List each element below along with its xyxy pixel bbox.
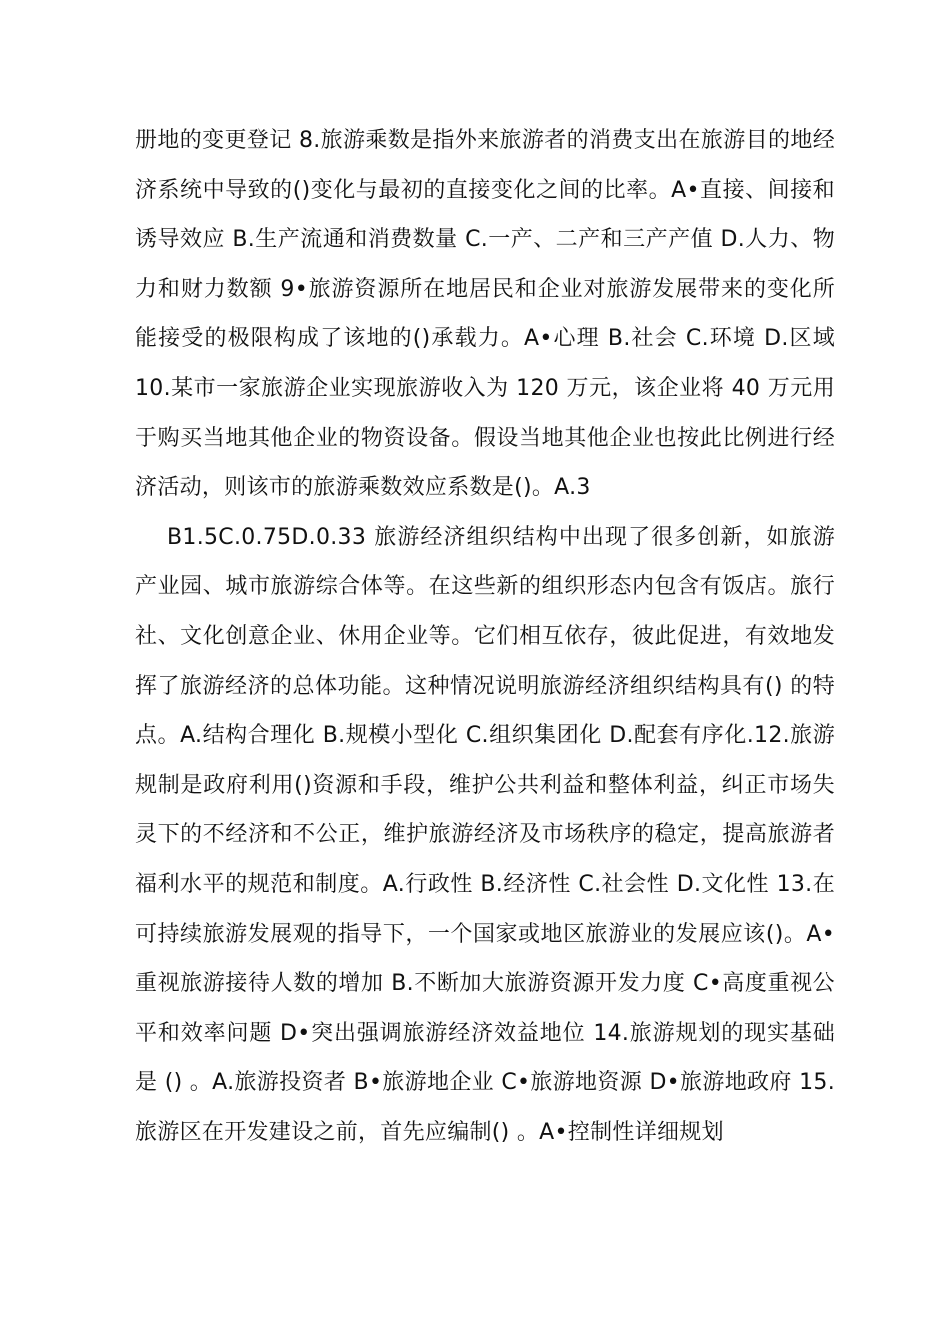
paragraph: B1.5C.0.75D.0.33 旅游经济组织结构中出现了很多创新，如旅游产业园、城市旅游综合体等。在这些新的组织形态内包含有饭店。旅行社、文化创意企业、休用企业等。它们相互依存，彼此促进，有效地发挥了旅游经济的总体功能。这种情况说明旅游经济组织结构具有() 的特点。A.结构合理化 B.规模小型化 C.组织集团化 D.配套有序化.12.旅游规制是政府利用()资源和手段，维护公共利益和整体利益，纠正市场失灵下的不经济和不公正，维护旅游经济及市场秩序的稳定，提高旅游者福利水平的规范和制度。A.行政性 B.经济性 C.社会性 D.文化性 13.在可持续旅游发展观的指导下，一个国家或地区旅游业的发展应该()。A•重视旅游接待人数的增加 B.不断加大旅游资源开发力度 C•高度重视公平和效率问题 D•突出强调旅游经济效益地位 14.旅游规划的现实基础是 () 。A.旅游投资者 B•旅游地企业 C•旅游地资源 D•旅游地政府 15.旅游区在开发建设之前，首先应编制() 。A•控制性详细规划 [135, 524, 835, 1145]
paragraph: 册地的变更登记 8.旅游乘数是指外来旅游者的消费支出在旅游目的地经济系统中导致的()变化与最初的直接变化之间的比率。A•直接、间接和诱导效应 B.生产流通和消费数量 C.一产、二产和三产产值 D.人力、物力和财力数额 9•旅游资源所在地居民和企业对旅游发展带来的变化所能接受的极限构成了该地的()承载力。A•心理 B.社会 C.环境 D.区域 10.某市一家旅游企业实现旅游收入为 120 万元，该企业将 40 万元用于购买当地其他企业的物资设备。假设当地其他企业也按此比例进行经济活动，则该市的旅游乘数效应系数是()。A.3 [135, 128, 835, 501]
document-body [135, 116, 835, 1157]
